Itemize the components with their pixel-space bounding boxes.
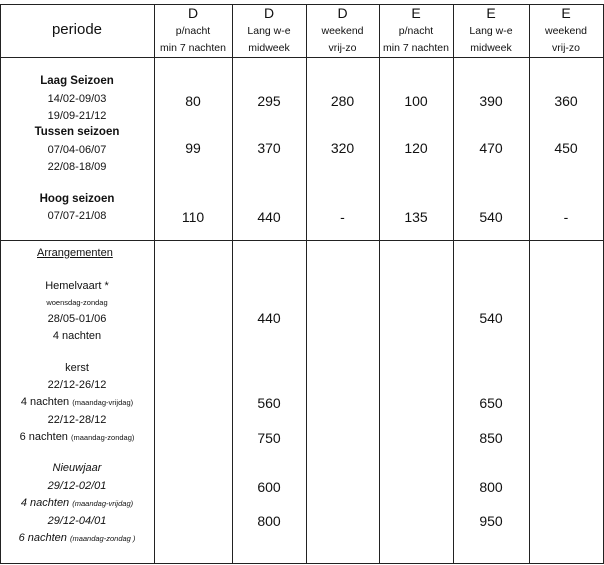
arrangement-days: woensdag-zondag xyxy=(46,298,108,307)
price-cell: 450 xyxy=(554,140,578,156)
price-cell: 110 xyxy=(181,209,205,225)
price-cell: 99 xyxy=(185,140,201,156)
col-line1-d1: p/nacht xyxy=(175,25,211,37)
price-cell: 135 xyxy=(404,209,428,225)
price-cell: 80 xyxy=(185,93,201,109)
col-divider xyxy=(379,4,380,564)
arrangement-name: Nieuwjaar xyxy=(52,462,102,474)
arrangement-dates: 22/12-26/12 xyxy=(47,379,107,391)
arrangement-dates: 22/12-28/12 xyxy=(47,414,107,426)
arrangement-dates: 29/12-04/01 xyxy=(47,515,107,527)
season-dates: 19/09-21/12 xyxy=(47,110,107,122)
col-line1-e1: p/nacht xyxy=(398,25,434,37)
arrangement-nights xyxy=(0,498,154,509)
col-line2-d1: min 7 nachten xyxy=(160,42,226,54)
periode-header: periode xyxy=(51,21,103,38)
col-type-e1: E xyxy=(411,5,421,21)
col-line2-d3: vrij-zo xyxy=(328,42,357,54)
price-cell: 100 xyxy=(404,93,428,109)
price-cell: 295 xyxy=(257,93,281,109)
arrangement-dates: 29/12-02/01 xyxy=(47,480,107,492)
col-type-e3: E xyxy=(561,5,571,21)
col-divider xyxy=(529,4,530,564)
price-cell: 120 xyxy=(404,140,428,156)
price-cell: 320 xyxy=(330,140,355,156)
table-bottom-border xyxy=(0,563,604,564)
price-cell: - xyxy=(340,209,345,225)
col-line1-e3: weekend xyxy=(544,25,588,37)
price-cell: 370 xyxy=(257,140,281,156)
season-dates: 07/07-21/08 xyxy=(47,210,107,222)
arrangement-nights xyxy=(0,397,154,408)
col-line1-d3: weekend xyxy=(321,25,364,37)
table-top-border xyxy=(0,4,604,5)
price-cell: 800 xyxy=(257,513,281,529)
nights-count: 4 nachten xyxy=(20,396,70,408)
col-line2-e2: midweek xyxy=(470,42,512,54)
price-cell: 540 xyxy=(479,310,503,326)
price-cell: 850 xyxy=(479,430,503,446)
price-cell: 440 xyxy=(257,209,281,225)
col-divider xyxy=(306,4,307,564)
price-cell: 360 xyxy=(554,93,578,109)
col-type-e2: E xyxy=(486,5,496,21)
season-name: Hoog seizoen xyxy=(39,193,115,205)
col-line1-e2: Lang w-e xyxy=(469,25,513,37)
season-dates: 14/02-09/03 xyxy=(47,93,107,105)
price-cell: 950 xyxy=(479,513,503,529)
arrangement-nights: 4 nachten xyxy=(52,330,102,342)
price-cell: 440 xyxy=(257,310,281,326)
price-cell: 800 xyxy=(479,479,503,495)
season-name: Laag Seizoen xyxy=(40,75,114,87)
price-cell: 650 xyxy=(479,395,503,411)
col-divider xyxy=(154,4,155,564)
col-type-d2: D xyxy=(263,5,275,21)
arrangementen-title: Arrangementen xyxy=(37,247,113,259)
price-cell: 540 xyxy=(479,209,503,225)
nights-count: 4 nachten xyxy=(20,497,70,509)
col-type-d3: D xyxy=(337,5,348,21)
col-type-d1: D xyxy=(187,5,199,21)
nights-count: 6 nachten xyxy=(18,532,67,544)
price-cell: 560 xyxy=(257,395,281,411)
col-line1-d2: Lang w-e xyxy=(247,25,291,37)
price-cell: 280 xyxy=(330,93,355,109)
col-line2-d2: midweek xyxy=(248,42,290,54)
arrangement-nights xyxy=(0,533,154,544)
season-name: Tussen seizoen xyxy=(34,126,120,138)
price-cell: 470 xyxy=(479,140,503,156)
season-dates: 07/04-06/07 xyxy=(47,144,107,156)
arrangement-name: Hemelvaart * xyxy=(45,280,109,292)
header-bottom-border xyxy=(0,57,604,58)
col-line2-e1: min 7 nachten xyxy=(383,42,449,54)
price-cell: 750 xyxy=(257,430,281,446)
nights-count: 6 nachten xyxy=(19,431,68,443)
season-dates: 22/08-18/09 xyxy=(47,161,107,173)
nights-days: (maandag-zondag) xyxy=(71,433,135,442)
price-cell: 600 xyxy=(257,479,281,495)
arrangement-dates: 28/05-01/06 xyxy=(47,313,107,325)
arrangement-name: kerst xyxy=(65,362,89,374)
price-cell: - xyxy=(563,209,569,225)
season-bottom-border xyxy=(0,240,604,241)
nights-days: (maandag-zondag ) xyxy=(69,534,136,543)
nights-days: (maandag-vrijdag) xyxy=(72,499,134,508)
nights-days: (maandag-vrijdag) xyxy=(72,398,134,407)
arrangement-nights xyxy=(0,432,154,443)
col-line2-e3: vrij-zo xyxy=(552,42,580,54)
price-cell: 390 xyxy=(479,93,503,109)
